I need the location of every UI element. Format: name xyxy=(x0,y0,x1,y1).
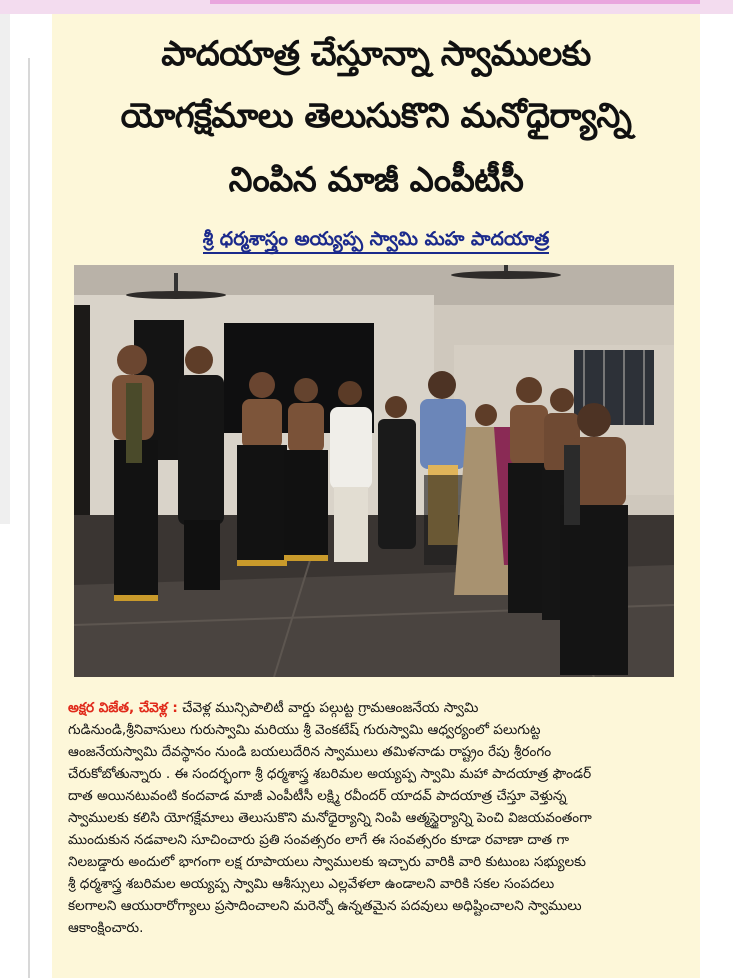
article-line: స్వాములకు కలిసి యోగక్షేమాలు తెలుసుకొని మనోధైర్యాన్ని నింపి ఆత్మస్థైర్యాన్ని పెంచి విజయవంతంగా xyxy=(68,810,592,826)
byline: అక్షర విజేత, చేవెళ్ల : xyxy=(68,700,178,716)
top-color-strip xyxy=(0,0,733,14)
headline-line-3: నింపిన మాజీ ఎంపీటీసీ xyxy=(228,160,524,200)
subheadline xyxy=(52,228,700,255)
side-margin xyxy=(0,14,10,524)
article-line: కలగాలని ఆయురారోగ్యాలు ప్రసాదించాలని మరెన్నో ఉన్నతమైన పదవులు అధిష్టించాలని స్వాములు xyxy=(68,898,582,914)
article-line: ఆకాంక్షించారు. xyxy=(68,920,144,936)
article-line: చేరుకోబోతున్నారు . ఈ సందర్భంగా శ్రీ ధర్మశాస్త్ర శబరిమల అయ్యప్ప స్వామి మహా పాదయాత్ర ఫౌండర్ xyxy=(68,766,592,782)
article-line: గుడినుండి,శ్రీనివాసులు గురుస్వామి మరియు శ్రీ వెంకటేష్ గురుస్వామి ఆధ్వర్యంలో పలుగుట్ట xyxy=(68,722,541,738)
column-divider xyxy=(28,58,30,978)
article-line: దాత అయినటువంటి కందవాడ మాజీ ఎంపీటీసీ లక్ష్మి రవీందర్ యాదవ్ పాదయాత్ర చేస్తూ వెళ్తున్న xyxy=(68,788,567,804)
group-photo-illustration xyxy=(74,265,674,677)
subheadline-text: శ్రీ ధర్మశాస్త్రం అయ్యప్ప స్వామి మహ పాదయాత్ర xyxy=(203,228,550,254)
article-line: నిలబడ్డారు అందులో భాగంగా లక్ష రూపాయలు స్వాములకు ఇచ్చారు వారికి వారి కుటుంబ సభ్యులకు xyxy=(68,854,586,870)
article-line: శ్రీ ధర్మశాస్త్ర శబరిమల అయ్యప్ప స్వామి ఆశీస్సులు ఎల్లవేళలా ఉండాలని వారికి సకల సంపదలు xyxy=(68,876,555,892)
article-body xyxy=(68,697,684,939)
news-clipping xyxy=(52,14,700,978)
pink-accent-bar xyxy=(210,0,700,4)
article-line: ఆంజనేయస్వామి దేవస్థానం నుండి బయలుదేరిన స్వాములు తమిళనాడు రాష్ట్రం రేపు శ్రీరంగం xyxy=(68,744,552,760)
article-line-text: చేవెళ్ల మున్సిపాలిటీ వార్డు పల్గుట్ట గ్రామఆంజనేయ స్వామి xyxy=(182,700,479,716)
headline-line-2: యోగక్షేమాలు తెలుసుకొని మనోధైర్యాన్ని xyxy=(120,96,632,136)
article-line: ముందుకున నడవాలని సూచించారు ప్రతి సంవత్సరం లాగే ఈ సంవత్సరం కూడా రవాణా దాత గా xyxy=(68,832,569,848)
article-line-1 xyxy=(68,697,684,719)
headline-line-1: పాదయాత్ర చేస్తూన్నా స్వాములకు xyxy=(161,34,591,74)
group-photo xyxy=(74,265,674,677)
